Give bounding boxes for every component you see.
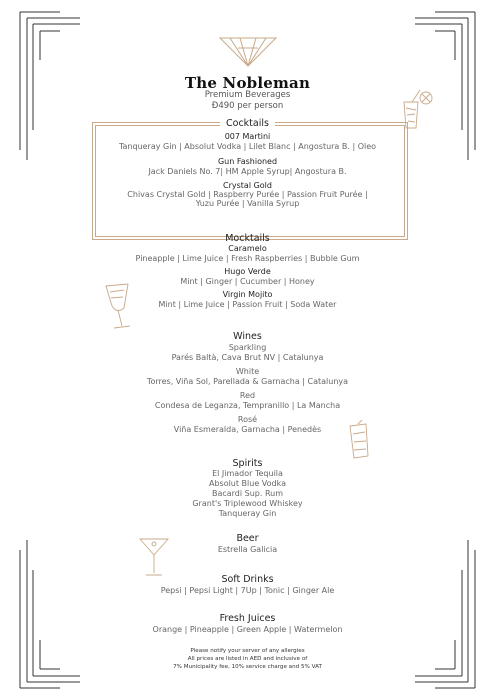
allergy-note: Please notify your server of any allergies (190, 648, 305, 654)
wine-category: Sparkling (228, 343, 267, 352)
spirit-item: Bacardi Sup. Rum (211, 489, 284, 498)
mocktail-name: Caramelo (228, 244, 267, 253)
wine-desc: Torres, Viña Sol, Parellada & Garnacha | Catalunya (146, 377, 349, 386)
cocktails-heading: Cocktails (0, 118, 495, 129)
spirit-item: El Jimador Tequila (212, 469, 283, 478)
mocktail-desc: Mint | Lime Juice | Passion Fruit | Soda Water (158, 300, 337, 309)
wines-heading: Wines (233, 331, 262, 342)
fee-note: 7% Municipality fee, 10% service charge and 5% VAT (173, 664, 322, 670)
mocktail-name: Virgin Mojito (222, 290, 273, 299)
wine-category: Rosé (237, 415, 258, 424)
wine-category: White (235, 367, 260, 376)
page-subtitle: Premium Beverages (204, 90, 291, 100)
spirit-item: Tanqueray Gin (218, 509, 277, 518)
cocktail-desc: Chivas Crystal Gold | Raspberry Purée | Passion Fruit Purée | (127, 190, 368, 199)
price-note: All prices are listed in AED and inclusive of (187, 656, 308, 662)
price: Đ490 per person (211, 101, 284, 111)
mocktail-desc: Mint | Ginger | Cucumber | Honey (180, 277, 315, 286)
highball-glass-icon (344, 420, 374, 462)
wine-desc: Condesa de Leganza, Tempranillo | La Mancha (154, 401, 341, 410)
beer-heading: Beer (236, 533, 259, 544)
spirits-heading: Spirits (232, 458, 263, 469)
wine-category: Red (239, 391, 256, 400)
cocktail-name: Crystal Gold (223, 181, 272, 190)
art-deco-fan-icon (218, 36, 278, 68)
cocktail-name: 007 Martini (224, 132, 271, 141)
soft-drinks-desc: Pepsi | Pepsi Light | 7Up | Tonic | Ginger Ale (160, 586, 335, 595)
mocktail-desc: Pineapple | Lime Juice | Fresh Raspberries | Bubble Gum (135, 254, 360, 263)
wine-desc: Viña Esmeralda, Garnacha | Penedès (173, 425, 322, 434)
cocktail-desc: Tanqueray Gin | Absolut Vodka | Lilet Blanc | Angostura B. | Oleo (118, 142, 377, 151)
fresh-juices-desc: Orange | Pineapple | Green Apple | Watermelon (152, 625, 343, 634)
spirit-item: Absolut Blue Vodka (208, 479, 287, 488)
wine-glass-icon (102, 282, 138, 334)
fresh-juices-heading: Fresh Juices (219, 613, 276, 624)
cocktail-name: Gun Fashioned (217, 157, 278, 166)
cocktail-desc: Yuzu Purée | Vanilla Syrup (195, 199, 300, 208)
mocktail-name: Hugo Verde (224, 267, 271, 276)
cocktail-desc: Jack Daniels No. 7| HM Apple Syrup| Angostura B. (148, 167, 347, 176)
spirit-item: Grant's Triplewood Whiskey (192, 499, 303, 508)
mocktails-heading: Mocktails (225, 233, 270, 244)
beer-desc: Estrella Galicia (217, 545, 278, 554)
page-title: The Nobleman (184, 74, 311, 92)
wine-desc: Parés Baltà, Cava Brut NV | Catalunya (171, 353, 324, 362)
soft-drinks-heading: Soft Drinks (221, 574, 274, 585)
